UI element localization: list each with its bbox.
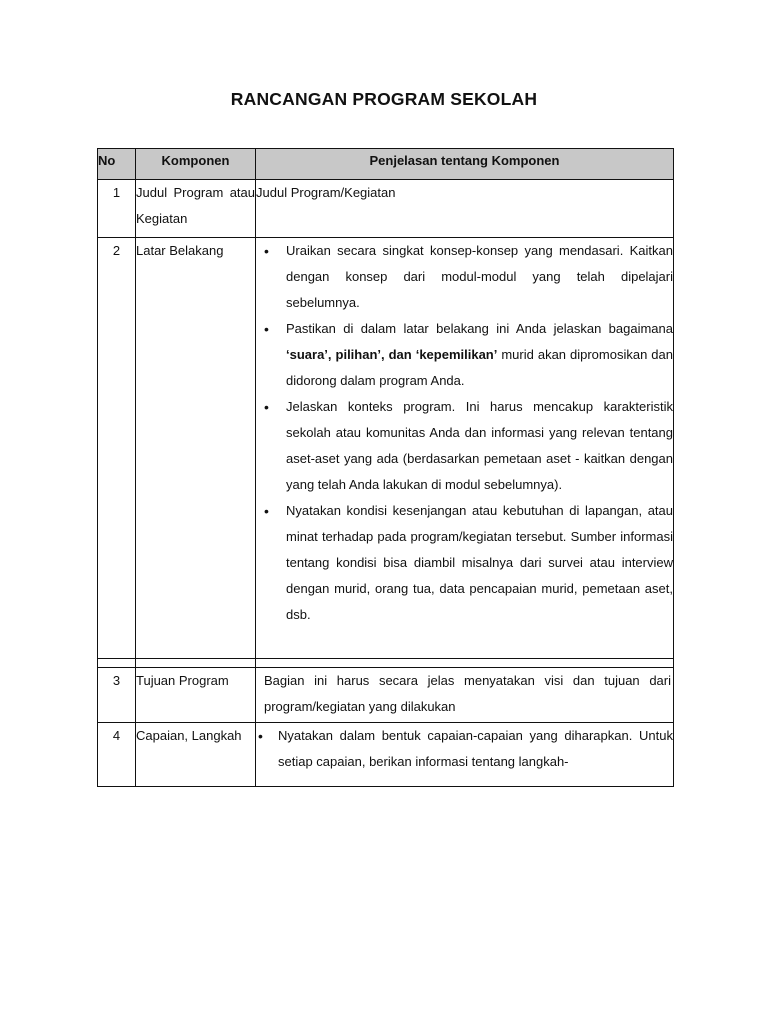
row-number: 1 — [98, 180, 136, 238]
row-number: 2 — [98, 238, 136, 659]
separator-cell — [98, 659, 136, 668]
table-row — [98, 238, 674, 659]
header-penjelasan: Penjelasan tentang Komponen — [256, 149, 674, 180]
table-row — [98, 723, 674, 787]
bullet-item — [256, 723, 673, 775]
bullet-item — [256, 238, 673, 316]
bullet-item — [256, 316, 673, 394]
row-penjelasan: Bagian ini harus secara jelas menyatakan visi dan tujuan dari program/kegiatan yang dilakukan — [256, 668, 674, 723]
bullet-emphasis: ‘suara’, pilihan’, dan ‘kepemilikan’ — [286, 347, 498, 362]
bullet-text: Pastikan di dalam latar belakang ini Anda jelaskan bagaimana — [286, 321, 673, 336]
separator-cell — [136, 659, 256, 668]
bullet-text: Nyatakan dalam bentuk capaian-capaian yang diharapkan. Untuk setiap capaian, berikan informasi tentang langkah- — [278, 728, 673, 769]
row-penjelasan — [256, 723, 674, 787]
bullet-text: murid akan dipromosikan dan didorong dalam program Anda. — [286, 347, 673, 388]
row-komponen: Latar Belakang — [136, 238, 256, 659]
row-number: 3 — [98, 668, 136, 723]
row-separator — [98, 659, 674, 668]
row-number: 4 — [98, 723, 136, 787]
table-row — [98, 668, 674, 723]
row-penjelasan — [256, 238, 674, 659]
table-header-row — [98, 149, 674, 180]
header-komponen: Komponen — [136, 149, 256, 180]
bullet-item — [256, 394, 673, 498]
row-komponen: Tujuan Program — [136, 668, 256, 723]
bullet-item — [256, 498, 673, 628]
row-penjelasan: Judul Program/Kegiatan — [256, 180, 674, 238]
bullet-text: Nyatakan kondisi kesenjangan atau kebutuhan di lapangan, atau minat terhadap pada program/kegiatan tersebut. Sumber informasi tentang kondisi bisa diambil misalnya dari survei atau interview dengan murid, orang tua, data pencapaian murid, pemetaan aset, dsb. — [286, 503, 673, 622]
row-komponen: Judul Program atau Kegiatan — [136, 180, 256, 238]
table-row — [98, 180, 674, 238]
bullet-list — [256, 238, 673, 628]
row-komponen: Capaian, Langkah — [136, 723, 256, 787]
bullet-text: Uraikan secara singkat konsep-konsep yang mendasari. Kaitkan dengan konsep dari modul-modul yang telah dipelajari sebelumnya. — [286, 243, 673, 310]
separator-cell — [256, 659, 674, 668]
page-title: RANCANGAN PROGRAM SEKOLAH — [230, 89, 538, 109]
bullet-list — [256, 723, 673, 775]
header-no: No — [98, 149, 136, 180]
program-table — [97, 148, 674, 787]
bullet-text: Jelaskan konteks program. Ini harus mencakup karakteristik sekolah atau komunitas Anda dan informasi yang relevan tentang aset-aset yang ada (berdasarkan pemetaan aset - kaitkan dengan yang telah Anda lakukan di modul sebelumnya). — [286, 399, 673, 492]
